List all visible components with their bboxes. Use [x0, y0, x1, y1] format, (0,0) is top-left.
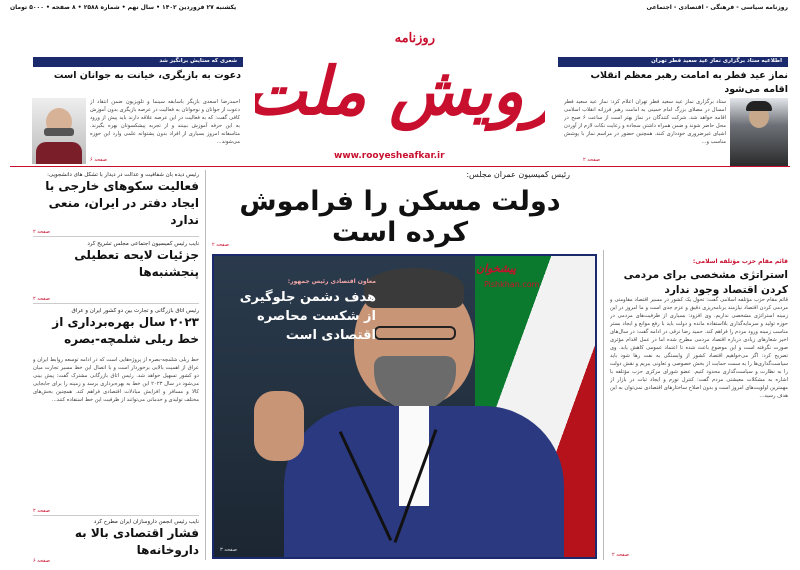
left-story-4-kicker: نایب رئیس انجمن داروسازان ایران مطرح کرد: [93, 519, 199, 525]
left-story-3-headline: ۲۰۲۳ سال بهره‌برداری از خط ریلی شلمچه-بصره: [52, 315, 199, 346]
top-right-body: ستاد برگزاری نماز عید سعید فطر تهران اعلام کرد: نماز عید سعید فطر امسال در مصلای بزرگ امام خمینی به امامت رهبر فرزانه انقلاب اسلامی اقامه خواهد شد. شرکت کنندگان در نماز بهتر است از ساعت ۶ صبح در محل حاضر شوند و ضمن همراه داشتن سجاده و رعایت نکات لازم از آوردن اشیای غیرضروری خودداری کنند. همچنین حضور در مراسم نماز با پوشش مناسب و...: [564, 99, 726, 145]
left-column-divider: [205, 170, 206, 560]
tagline: روزنامه سیاسی - فرهنگی - اقتصادی - اجتماعی: [646, 4, 788, 11]
date-info: یکشنبه ۲۷ فروردین ۱۴۰۲ • سال نهم • شماره ۲۵۸۸ • ۸ صفحه • ۵۰۰۰ تومان: [10, 4, 237, 11]
right-column-divider: [603, 250, 604, 560]
left-story-3-ref[interactable]: صفحه ۲: [33, 508, 50, 514]
top-right-ref[interactable]: صفحه ۲: [583, 157, 600, 163]
left-divider-3: [33, 515, 199, 516]
top-left-ref[interactable]: صفحه ۶: [90, 157, 107, 163]
watermark-url: Pishkhan.com: [484, 280, 540, 289]
left-story-2[interactable]: [33, 241, 199, 281]
left-story-4[interactable]: [33, 519, 199, 559]
left-story-1-headline: فعالیت سکوهای خارجی با ایجاد دفتر در ایران، منعی ندارد: [45, 179, 199, 227]
left-story-1[interactable]: [33, 172, 199, 229]
speaker-hand: [254, 391, 304, 461]
actor-shirt: [36, 142, 82, 164]
speaker-glasses: [374, 326, 456, 340]
top-left-banner: شعری که ستایش برانگیز شد: [33, 57, 243, 67]
right-story[interactable]: [610, 258, 788, 298]
photo-ref[interactable]: صفحه ۳: [220, 547, 237, 553]
left-story-1-ref[interactable]: صفحه ۲: [33, 229, 50, 235]
logo-graphic: [255, 14, 545, 144]
left-story-4-ref[interactable]: صفحه ۶: [33, 558, 50, 564]
right-story-headline: استراتژی مشخصی برای مردمی کردن اقتصاد وجود ندارد: [623, 269, 788, 296]
masthead-logo: [255, 14, 545, 144]
right-story-body: قائم مقام حزب مؤتلفه اسلامی گفت: تحول یک کشور در مسیر اقتصاد مقاومتی و مردمی کردن اقتصاد نیازمند برنامه‌ریزی دقیق و عزم جدی است و ما امروز در این زمینه استراتژی مشخصی نداریم. وی افزود: بسیاری از ظرفیت‌های مردمی در حوزه تولید و سرمایه‌گذاری بلااستفاده مانده و دولت باید با رفع موانع و ایجاد بستر مناسب زمینه ورود مردم را فراهم کند. حمید رضا ترقی در ادامه گفت: در سال‌های اخیر شعارهای زیادی درباره اقتصاد مردمی مطرح شده اما در عمل اقدام مؤثری صورت نگرفته است و این موضوع باعث شده تا اعتماد عمومی کاهش یابد. وی تصریح کرد: اگر می‌خواهیم اقتصاد کشور از وابستگی به نفت رها شود باید سیاست‌گذاری‌ها را به سمت حمایت از بخش خصوصی و تعاونی ببریم و نقش دولت را به نظارت و سیاست‌گذاری محدود کنیم. عضو شورای مرکزی حزب مؤتلفه با اشاره به مشکلات معیشتی مردم گفت: کنترل تورم و ایجاد ثبات در بازار از مهمترین اولویت‌های امروز است و بدون اصلاح ساختارهای اقتصادی نمی‌توان به این هدف رسید...: [610, 297, 788, 399]
photo-kicker: معاون اقتصادی رئیس جمهور:: [287, 278, 376, 285]
left-story-3-body: خط ریلی شلمچه-بصره از پروژه‌هایی است که در ادامه توسعه روابط ایران و عراق از اهمیت بالایی برخوردار است و با اتصال این خط مسیر تجارت میان دو کشور تسهیل خواهد شد. رئیس اتاق بازرگانی مشترک گفت: پیش بینی می‌شود در سال ۲۰۲۳ این خط به بهره‌برداری برسد و زمینه را برای جابجایی کالا و مسافر و افزایش مبادلات اقتصادی فراهم کند. همچنین بخش‌های مختلف تولیدی و خدماتی می‌توانند از ظرفیت این خط استفاده کنند...: [33, 357, 199, 403]
right-story-kicker: قائم مقام حزب مؤتلفه اسلامی:: [692, 258, 788, 265]
speaker-beard: [374, 356, 456, 411]
left-story-3-kicker: رئیس اتاق بازرگانی و تجارت بین دو کشور ایران و عراق: [71, 308, 199, 314]
top-right-banner: اطلاعیه ستاد برگزاری نماز عید سعید فطر تهران: [558, 57, 788, 67]
actor-photo: [32, 98, 86, 164]
website-url: www.rooyesheafkar.ir: [334, 151, 445, 161]
left-story-3[interactable]: [33, 308, 199, 348]
top-left-headline[interactable]: دعوت به بازیگری، خیانت به جوانان است: [53, 70, 241, 81]
photo-caption: [236, 278, 376, 345]
logo-small-text: روزنامه: [394, 31, 435, 46]
left-story-2-kicker: نایب رئیس کمیسیون اجتماعی مجلس تشریح کرد: [87, 241, 199, 247]
leader-photo: [730, 98, 788, 166]
masthead-divider: [10, 166, 790, 167]
lead-headline[interactable]: دولت مسکن را فراموش کرده است: [239, 186, 561, 248]
top-right-headline[interactable]: نماز عید فطر به امامت رهبر معظم انقلاب اقامه می‌شود: [590, 70, 788, 95]
left-divider-1: [33, 236, 199, 237]
left-story-1-kicker: رئیس دیده بان شفافیت و عدالت در دیدار با تشکل های دانشجویی:: [47, 172, 199, 178]
lead-ref[interactable]: صفحه ۲: [212, 242, 229, 248]
lead-kicker: رئیس کمیسیون عمران مجلس:: [466, 170, 570, 179]
logo-main-text: رویش ملت: [255, 52, 545, 130]
photo-headline[interactable]: هدف دشمن جلوگیری از شکست محاصره اقتصادی است: [239, 290, 376, 343]
right-story-ref[interactable]: صفحه ۲: [612, 552, 629, 558]
left-divider-2: [33, 303, 199, 304]
left-story-2-headline: جزئیات لایحه تعطیلی پنجشنبه‌ها: [74, 248, 199, 279]
watermark-fa: پیشخوان: [476, 262, 517, 275]
left-story-4-headline: فشار اقتصادی بالا به داروخانه‌ها: [74, 526, 199, 557]
top-left-body: احمدرضا اسعدی بازیگر باسابقه سینما و تلویزیون ضمن انتقاد از دعوت از جوانان و نوجوانان به فعالیت در عرصه بازیگری بدون آموزش کافی گفت: که به فعالیت در این عرصه علاقه دارند باید پیش از ورود به این حرفه آموزش ببینند و از تجربه پیشکسوتان بهره بگیرند. متاسفانه امروز بسیاری از افراد بدون پشتوانه علمی وارد این حوزه می‌شوند...: [90, 99, 240, 145]
main-photo: [212, 254, 597, 559]
speaker-hair: [364, 268, 464, 308]
actor-mustache: [44, 128, 74, 136]
left-story-2-ref[interactable]: صفحه ۲: [33, 296, 50, 302]
leader-turban: [746, 101, 772, 111]
